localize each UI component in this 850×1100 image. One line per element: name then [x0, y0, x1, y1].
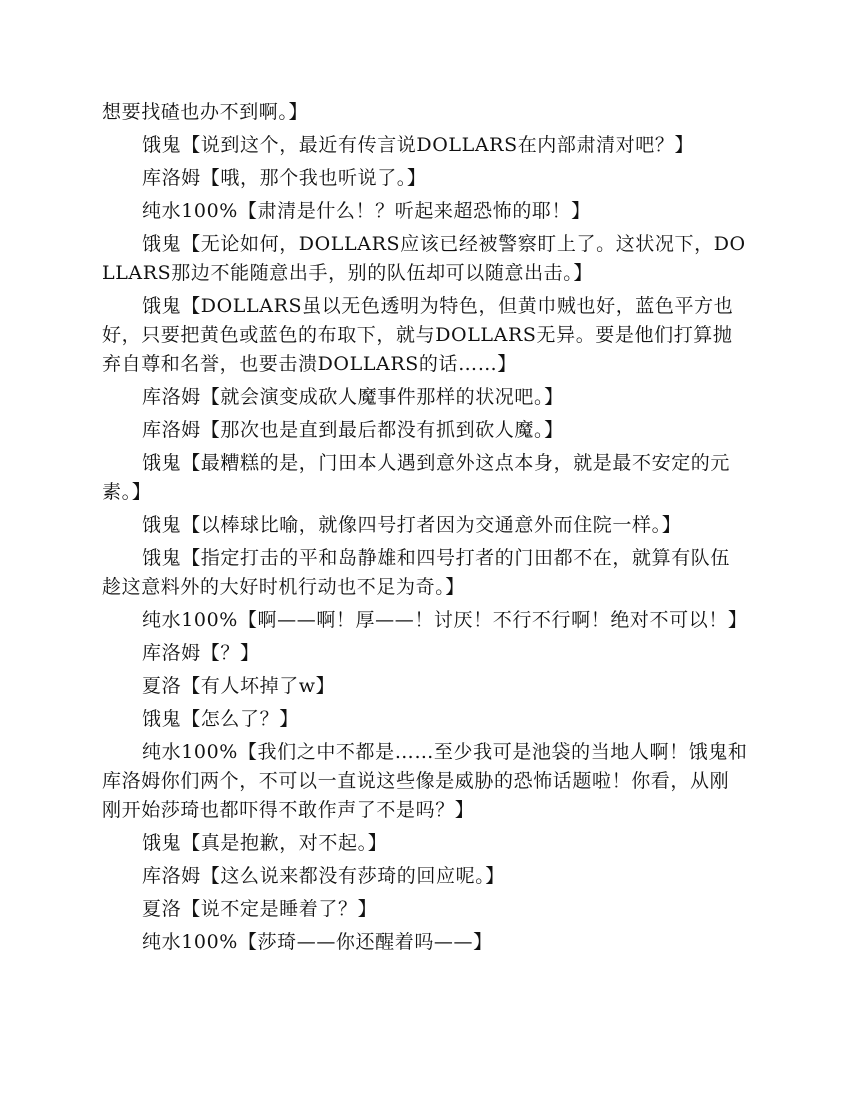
paragraph: 饿鬼【真是抱歉，对不起。】 — [142, 832, 388, 854]
paragraph: 库洛姆【？】 — [142, 642, 260, 664]
paragraph: 库洛姆【哦，那个我也听说了。】 — [142, 167, 427, 189]
paragraph: 饿鬼【DOLLARS虽以无色透明为特色，但黄巾贼也好，蓝色平方也好，只要把黄色或蓝色的布取下，就与DOLLARS无异。要是他们打算抛弃自尊和名誉，也要击溃DOLLARS的话……】 — [102, 295, 734, 375]
paragraph: 纯水100%【啊——啊！厚——！讨厌！不行不行啊！绝对不可以！】 — [142, 609, 748, 631]
paragraph: 夏洛【说不定是睡着了？】 — [142, 898, 378, 920]
paragraph: 库洛姆【那次也是直到最后都没有抓到砍人魔。】 — [142, 419, 564, 441]
paragraph: 饿鬼【说到这个，最近有传言说DOLLARS在内部肃清对吧？】 — [142, 134, 695, 156]
paragraph: 纯水100%【莎琦——你还醒着吗——】 — [142, 931, 493, 953]
paragraph: 饿鬼【无论如何，DOLLARS应该已经被警察盯上了。这状况下，DOLLARS那边不能随意出手，别的队伍却可以随意出击。】 — [102, 233, 746, 284]
paragraph: 饿鬼【最糟糕的是，门田本人遇到意外这点本身，就是最不安定的元素。】 — [102, 452, 731, 503]
paragraph: 夏洛【有人坏掉了w】 — [142, 675, 336, 697]
paragraph: 想要找碴也办不到啊。】 — [102, 101, 309, 123]
document-page — [102, 98, 748, 961]
paragraph: 纯水100%【肃清是什么！？听起来超恐怖的耶！】 — [142, 200, 591, 222]
paragraph: 饿鬼【怎么了？】 — [142, 708, 299, 730]
paragraph: 库洛姆【这么说来都没有莎琦的回应呢。】 — [142, 865, 505, 887]
paragraph: 饿鬼【指定打击的平和岛静雄和四号打者的门田都不在，就算有队伍趁这意料外的大好时机行动也不足为奇。】 — [102, 547, 731, 598]
paragraph: 库洛姆【就会演变成砍人魔事件那样的状况吧。】 — [142, 386, 564, 408]
paragraph: 纯水100%【我们之中不都是……至少我可是池袋的当地人啊！饿鬼和库洛姆你们两个，不可以一直说这些像是威胁的恐怖话题啦！你看，从刚刚开始莎琦也都吓得不敢作声了不是吗？】 — [102, 741, 748, 821]
paragraph: 饿鬼【以棒球比喻，就像四号打者因为交通意外而住院一样。】 — [142, 514, 682, 536]
